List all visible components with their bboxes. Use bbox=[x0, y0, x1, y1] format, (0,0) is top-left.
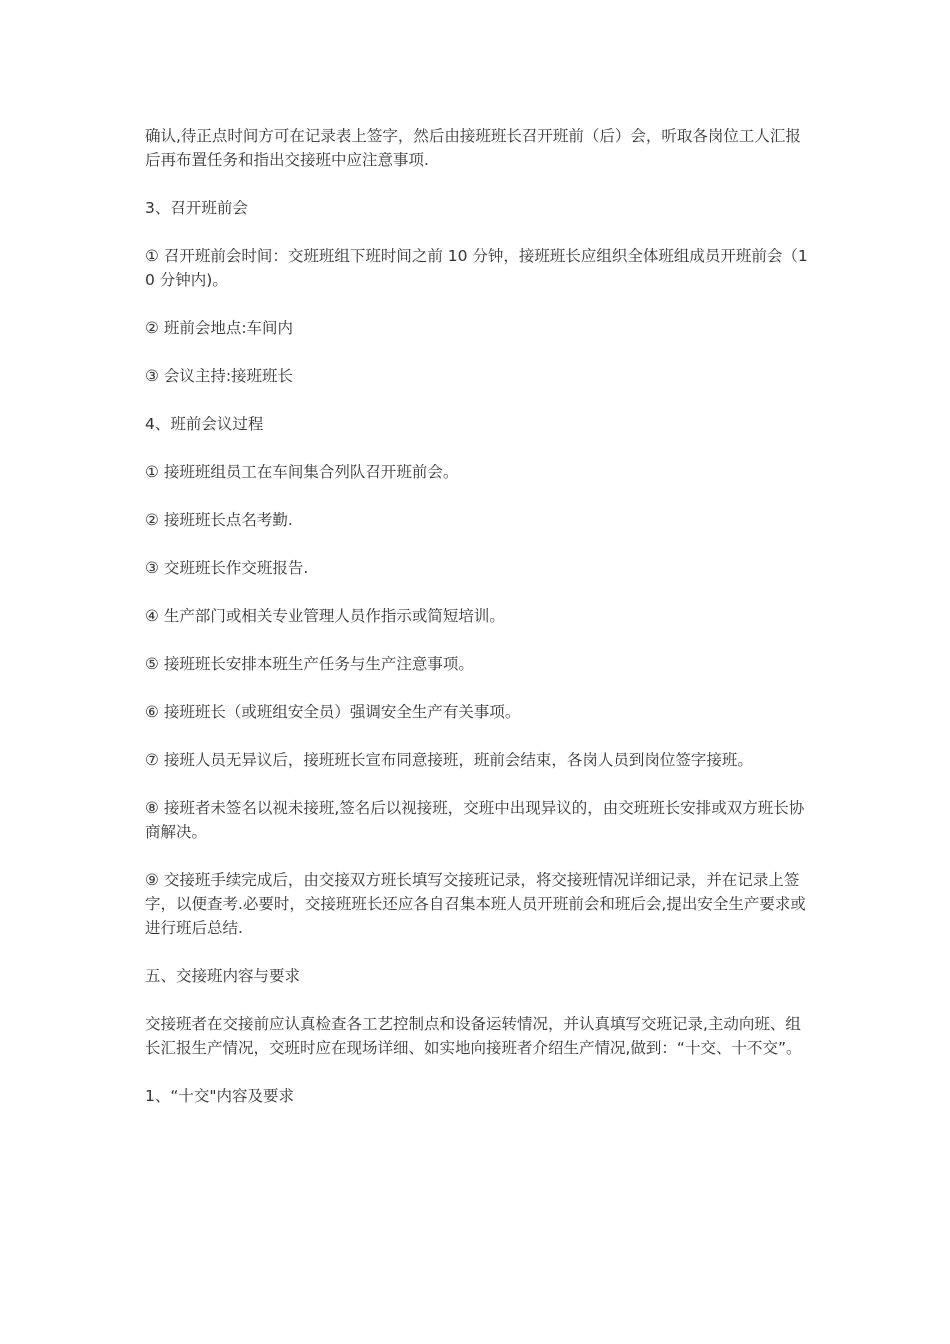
heading-ten-handover: 1、“十交"内容及要求 bbox=[145, 1087, 295, 1105]
list-item: ① 接班班组员工在车间集合列队召开班前会。 bbox=[145, 463, 459, 481]
list-item: ⑦ 接班人员无异议后，接班班长宣布同意接班，班前会结束，各岗人员到岗位签字接班。 bbox=[145, 751, 753, 769]
list-item: ③ 会议主持:接班班长 bbox=[145, 367, 294, 385]
list-item: ③ 交班班长作交班报告. bbox=[145, 559, 309, 577]
heading-handover-content: 五、交接班内容与要求 bbox=[145, 967, 301, 985]
list-item: ⑤ 接班班长安排本班生产任务与生产注意事项。 bbox=[145, 655, 474, 673]
list-item: ④ 生产部门或相关专业管理人员作指示或简短培训。 bbox=[145, 607, 505, 625]
heading-pre-shift-meeting: 3、召开班前会 bbox=[145, 199, 248, 217]
list-item: ⑥ 接班班长（或班组安全员）强调安全生产有关事项。 bbox=[145, 703, 521, 721]
document-body bbox=[145, 124, 810, 1132]
list-item: ① 召开班前会时间：交班班组下班时间之前 10 分钟，接班班长应组织全体班组成员开班前会（10 分钟内)。 bbox=[145, 247, 808, 289]
paragraph-handover-requirements: 交接班者在交接前应认真检查各工艺控制点和设备运转情况，并认真填写交班记录,主动向班、组长汇报生产情况，交班时应在现场详细、如实地向接班者介绍生产情况,做到：“十交、十不交”。 bbox=[145, 1015, 802, 1057]
heading-meeting-process: 4、班前会议过程 bbox=[145, 415, 264, 433]
paragraph-intro: 确认,待正点时间方可在记录表上签字，然后由接班班长召开班前（后）会，听取各岗位工人汇报后再布置任务和指出交接班中应注意事项. bbox=[145, 127, 801, 169]
list-item: ② 接班班长点名考勤. bbox=[145, 511, 293, 529]
list-item: ② 班前会地点:车间内 bbox=[145, 319, 294, 337]
list-item: ⑨ 交接班手续完成后，由交接双方班长填写交接班记录，将交接班情况详细记录，并在记录上签字，以便查考.必要时，交接班班长还应各自召集本班人员开班前会和班后会,提出安全生产要求或进行班后总结. bbox=[145, 871, 806, 937]
list-item: ⑧ 接班者未签名以视未接班,签名后以视接班，交班中出现异议的，由交班班长安排或双方班长协商解决。 bbox=[145, 799, 805, 841]
